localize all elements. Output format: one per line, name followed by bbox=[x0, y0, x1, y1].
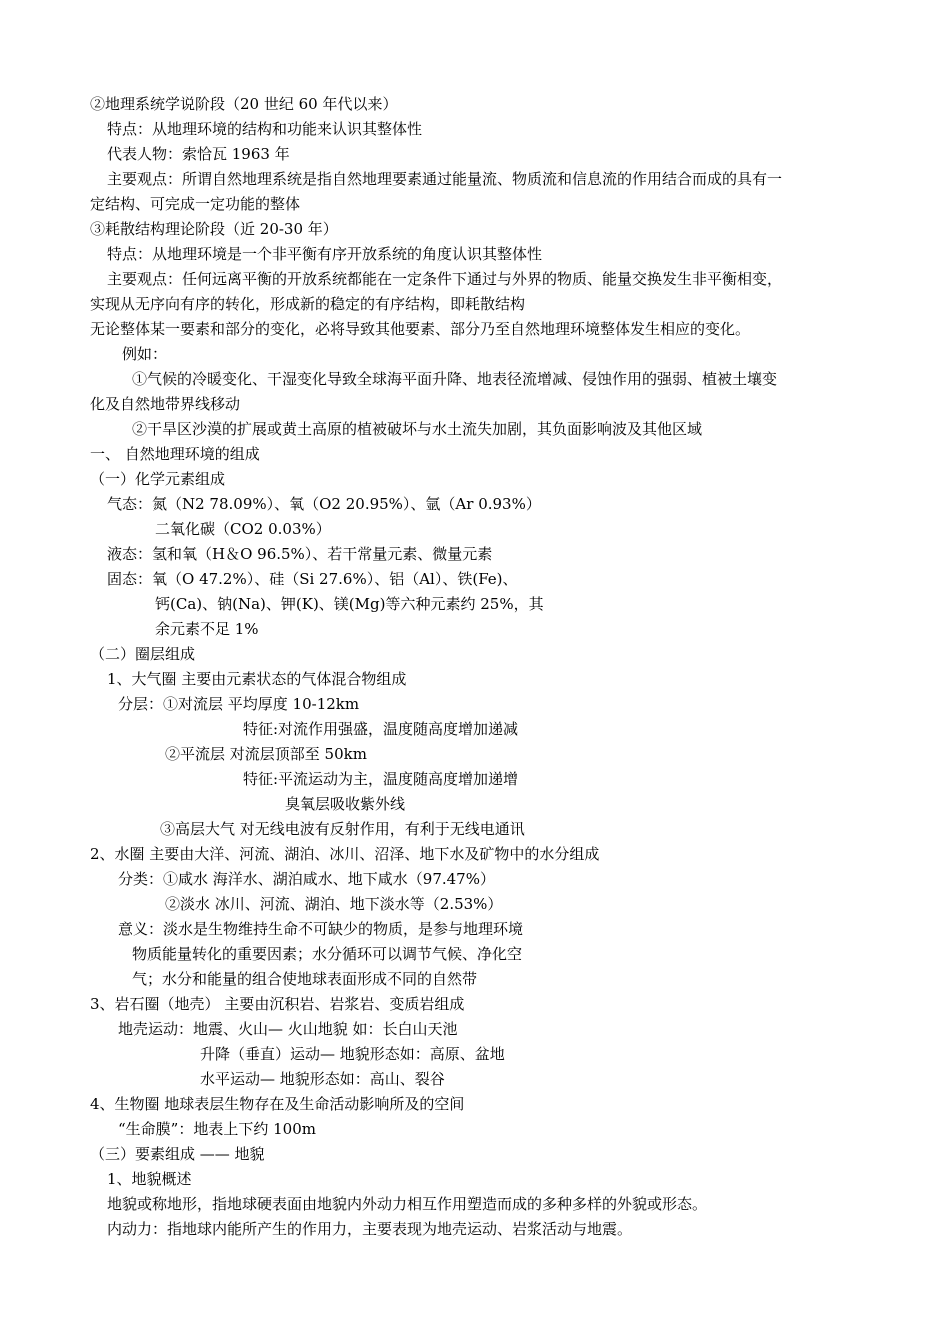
text-line: 1、大气圈 主要由元素状态的气体混合物组成 bbox=[107, 670, 407, 688]
text-line: 气；水分和能量的组合使地球表面形成不同的自然带 bbox=[132, 970, 478, 988]
text-line: 臭氧层吸收紫外线 bbox=[285, 795, 406, 813]
text-line: 特点：从地理环境的结构和功能来认识其整体性 bbox=[107, 120, 423, 138]
text-line: 3、岩石圈（地壳） 主要由沉积岩、岩浆岩、变质岩组成 bbox=[90, 995, 465, 1013]
text-line: 物质能量转化的重要因素；水分循环可以调节气候、净化空 bbox=[132, 945, 523, 963]
text-line: 液态：氢和氧（H＆O 96.5%）、若干常量元素、微量元素 bbox=[107, 545, 493, 563]
subsection-heading: （一）化学元素组成 bbox=[90, 470, 226, 488]
text-line: 意义：淡水是生物维持生命不可缺少的物质，是参与地理环境 bbox=[118, 920, 524, 938]
text-line: 化及自然地带界线移动 bbox=[90, 395, 241, 413]
text-line: 钙(Ca)、钠(Na)、钾(K)、镁(Mg)等六种元素约 25%，其 bbox=[155, 595, 544, 613]
text-line: 4、生物圈 地球表层生物存在及生命活动影响所及的空间 bbox=[90, 1095, 465, 1113]
text-line: 无论整体某一要素和部分的变化，必将导致其他要素、部分乃至自然地理环境整体发生相应的变化。 bbox=[90, 320, 751, 338]
text-line: 分层：①对流层 平均厚度 10-12km bbox=[118, 695, 360, 713]
text-line: 气态：氮（N2 78.09%）、氧（O2 20.95%）、氩（Ar 0.93%） bbox=[107, 495, 541, 513]
text-line: 特点：从地理环境是一个非平衡有序开放系统的角度认识其整体性 bbox=[107, 245, 543, 263]
text-line: 2、水圈 主要由大洋、河流、湖泊、冰川、沼泽、地下水及矿物中的水分组成 bbox=[90, 845, 600, 863]
text-line: 代表人物：索恰瓦 1963 年 bbox=[107, 145, 290, 163]
text-line: ②平流层 对流层顶部至 50km bbox=[165, 745, 367, 763]
subsection-heading: （三）要素组成 —— 地貌 bbox=[90, 1145, 265, 1163]
text-line: 主要观点：任何远离平衡的开放系统都能在一定条件下通过与外界的物质、能量交换发生非平衡相变， bbox=[107, 270, 783, 288]
text-line: ③耗散结构理论阶段（近 20-30 年） bbox=[90, 220, 338, 238]
text-line: ②淡水 冰川、河流、湖泊、地下淡水等（2.53%） bbox=[165, 895, 503, 913]
text-line: 主要观点：所谓自然地理系统是指自然地理要素通过能量流、物质流和信息流的作用结合而成的具有一 bbox=[107, 170, 783, 188]
text-line: 余元素不足 1% bbox=[155, 620, 259, 638]
text-line: 分类：①咸水 海洋水、湖泊咸水、地下咸水（97.47%） bbox=[118, 870, 495, 888]
text-line: “生命膜”：地表上下约 100m bbox=[118, 1120, 316, 1138]
text-line: ②干旱区沙漠的扩展或黄土高原的植被破坏与水土流失加剧，其负面影响波及其他区域 bbox=[132, 420, 703, 438]
text-line: 实现从无序向有序的转化，形成新的稳定的有序结构，即耗散结构 bbox=[90, 295, 526, 313]
text-line: 固态：氧（O 47.2%）、硅（Si 27.6%）、铝（Al）、铁(Fe)、 bbox=[107, 570, 518, 588]
text-line: 地壳运动：地震、火山— 火山地貌 如：长白山天池 bbox=[118, 1020, 458, 1038]
text-line: 升降（垂直）运动— 地貌形态如：高原、盆地 bbox=[200, 1045, 505, 1063]
text-line: 特征:平流运动为主，温度随高度增加递增 bbox=[243, 770, 519, 788]
text-line: 内动力：指地球内能所产生的作用力，主要表现为地壳运动、岩浆活动与地震。 bbox=[107, 1220, 633, 1238]
text-line: 水平运动— 地貌形态如：高山、裂谷 bbox=[200, 1070, 445, 1088]
subsection-heading: （二）圈层组成 bbox=[90, 645, 196, 663]
text-line: 地貌或称地形，指地球硬表面由地貌内外动力相互作用塑造而成的多种多样的外貌或形态。 bbox=[107, 1195, 708, 1213]
text-line: 二氧化碳（CO2 0.03%） bbox=[155, 520, 331, 538]
text-line: 定结构、可完成一定功能的整体 bbox=[90, 195, 301, 213]
text-line: ①气候的冷暖变化、干湿变化导致全球海平面升降、地表径流增减、侵蚀作用的强弱、植被土壤变 bbox=[132, 370, 778, 388]
text-line: ③高层大气 对无线电波有反射作用，有利于无线电通讯 bbox=[160, 820, 525, 838]
text-line: 特征:对流作用强盛，温度随高度增加递减 bbox=[243, 720, 519, 738]
section-heading: 一、 自然地理环境的组成 bbox=[90, 445, 260, 463]
text-line: 例如： bbox=[122, 345, 168, 363]
text-line: 1、地貌概述 bbox=[107, 1170, 192, 1188]
text-line: ②地理系统学说阶段（20 世纪 60 年代以来） bbox=[90, 95, 398, 113]
